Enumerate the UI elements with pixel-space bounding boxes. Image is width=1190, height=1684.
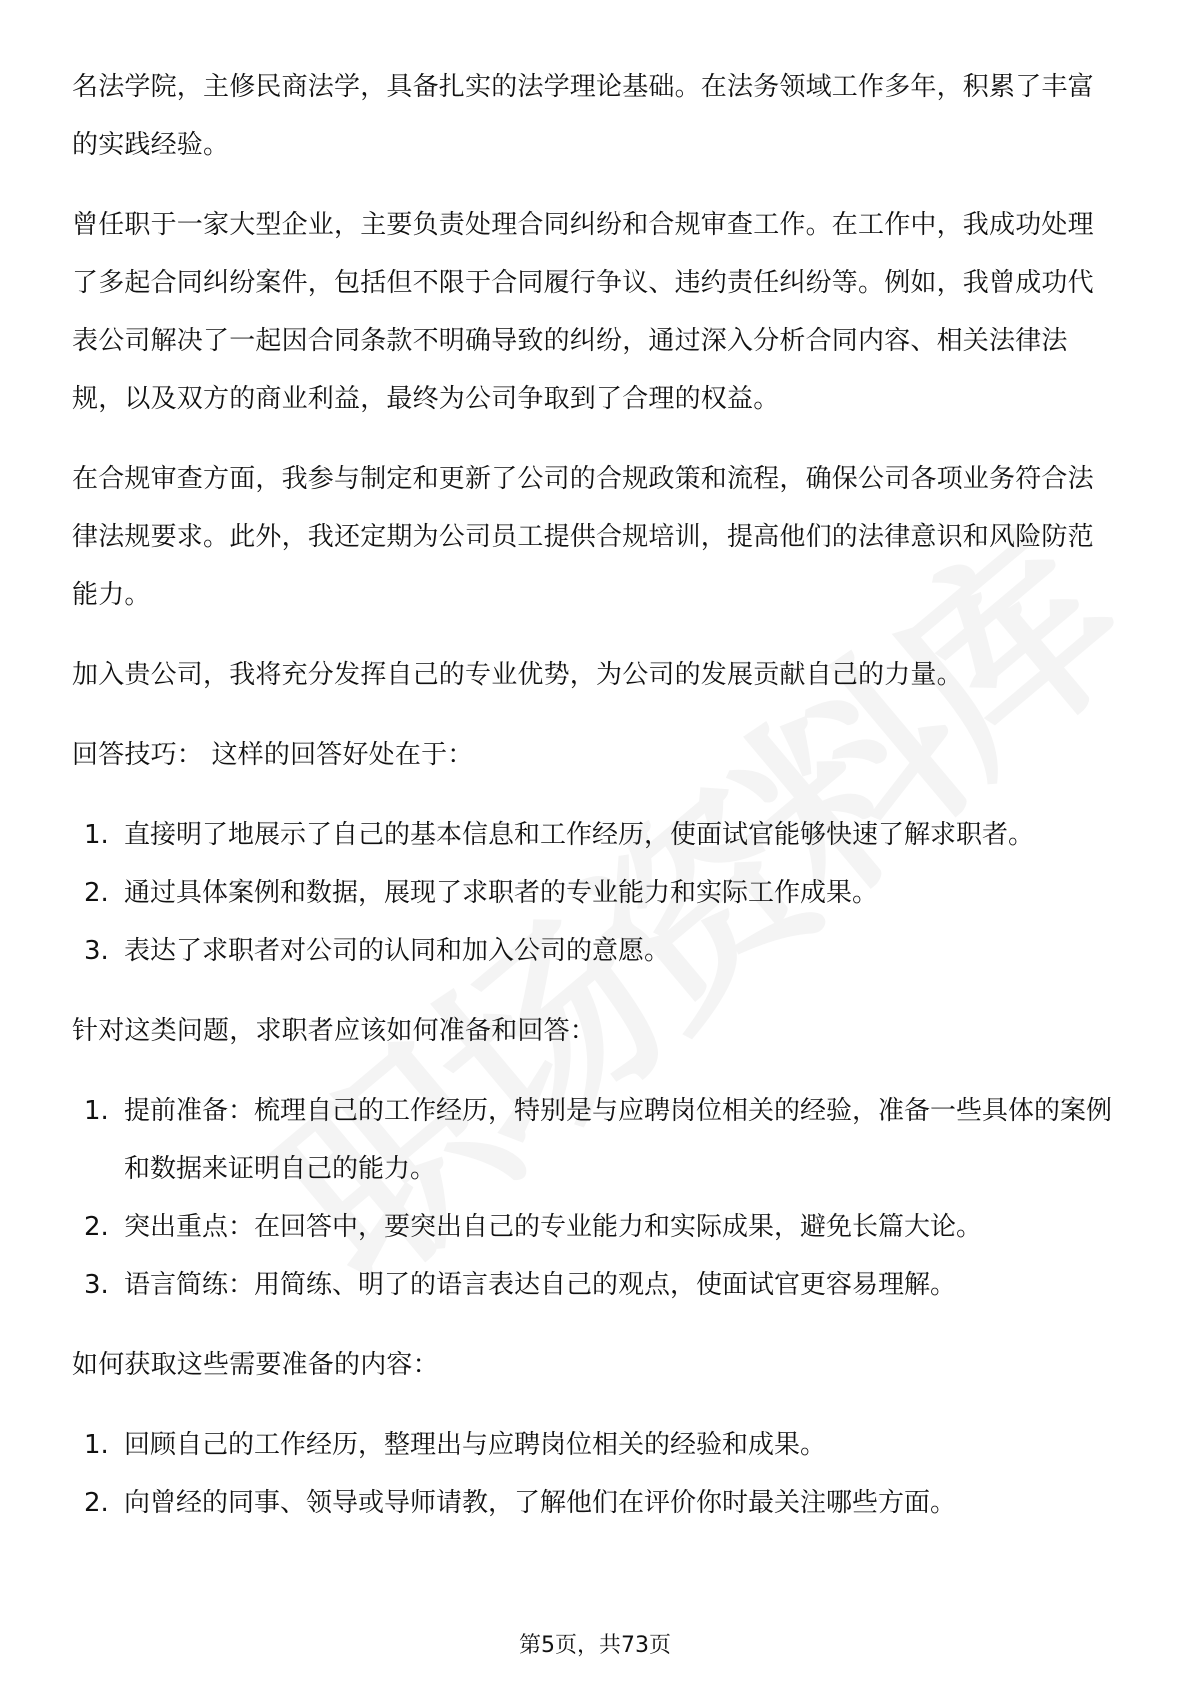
section-heading-preparation: 针对这类问题，求职者应该如何准备和回答： [72, 1016, 597, 1046]
list-item [72, 1198, 1117, 1256]
list-item-text: 向曾经的同事、领导或导师请教，了解他们在评价你时最关注哪些方面。 [124, 1488, 957, 1518]
paragraph-experience: 曾任职于一家大型企业，主要负责处理合同纠纷和合规审查工作。在工作中，我成功处理了多起合同纠纷案件，包括但不限于合同履行争议、违约责任纠纷等。例如，我曾成功代表公司解决了一起因合同条款不明确导致的纠纷，通过深入分析合同内容、相关法律法规，以及双方的商业利益，最终为公司争取到了合理的权益。 [72, 210, 1094, 414]
list-item-text: 表达了求职者对公司的认同和加入公司的意愿。 [124, 936, 671, 966]
list-item-text: 语言简练：用简练、明了的语言表达自己的观点，使面试官更容易理解。 [124, 1270, 957, 1300]
paragraph-education: 名法学院，主修民商法学，具备扎实的法学理论基础。在法务领域工作多年，积累了丰富的实践经验。 [72, 72, 1094, 160]
list-item-text: 直接明了地展示了自己的基本信息和工作经历，使面试官能够快速了解求职者。 [124, 820, 1035, 850]
list-item [72, 1416, 1117, 1474]
answer-tips-list [72, 806, 1117, 980]
list-item-text: 突出重点：在回答中，要突出自己的专业能力和实际成果，避免长篇大论。 [124, 1212, 983, 1242]
list-number: 2. [84, 1488, 109, 1518]
section-heading-answer-tips: 回答技巧： 这样的回答好处在于： [72, 740, 474, 770]
list-item [72, 1256, 1117, 1314]
list-item [72, 1474, 1117, 1532]
list-number: 1. [84, 1096, 109, 1126]
gather-content-list [72, 1416, 1117, 1532]
list-number: 3. [84, 936, 109, 966]
list-item-text: 提前准备：梳理自己的工作经历，特别是与应聘岗位相关的经验，准备一些具体的案例和数据来证明自己的能力。 [124, 1096, 1113, 1184]
list-item [72, 864, 1117, 922]
section-heading-gather-content: 如何获取这些需要准备的内容： [72, 1350, 439, 1380]
list-number: 3. [84, 1270, 109, 1300]
paragraph-compliance: 在合规审查方面，我参与制定和更新了公司的合规政策和流程，确保公司各项业务符合法律法规要求。此外，我还定期为公司员工提供合规培训，提高他们的法律意识和风险防范能力。 [72, 464, 1094, 610]
list-item [72, 922, 1117, 980]
preparation-list [72, 1082, 1117, 1314]
list-item-text: 通过具体案例和数据，展现了求职者的专业能力和实际工作成果。 [124, 878, 879, 908]
paragraph-closing: 加入贵公司，我将充分发挥自己的专业优势，为公司的发展贡献自己的力量。 [72, 660, 963, 690]
page-number-footer: 第5页，共73页 [519, 1633, 671, 1658]
list-number: 2. [84, 878, 109, 908]
list-item [72, 806, 1117, 864]
list-number: 2. [84, 1212, 109, 1242]
list-item [72, 1082, 1117, 1198]
list-item-text: 回顾自己的工作经历，整理出与应聘岗位相关的经验和成果。 [124, 1430, 827, 1460]
document-body [72, 58, 1117, 1554]
list-number: 1. [84, 820, 109, 850]
list-number: 1. [84, 1430, 109, 1460]
